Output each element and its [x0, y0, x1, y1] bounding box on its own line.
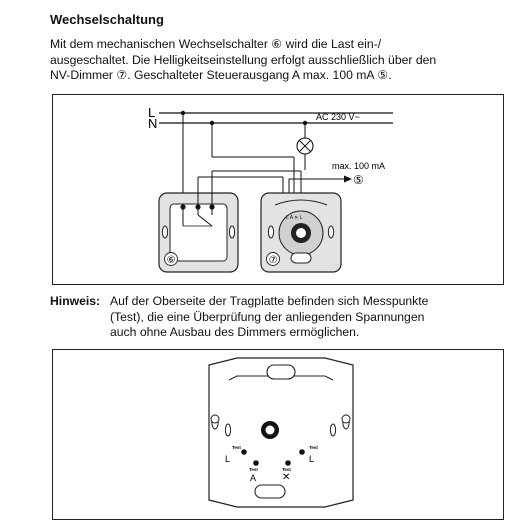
label-l: L: [148, 105, 156, 120]
test-label-a: Test: [249, 467, 258, 472]
label-l-right: L: [309, 454, 315, 464]
intro-line-3: NV-Dimmer ⑦. Geschalteter Steuerausgang A max. 100 mA ⑤.: [50, 68, 392, 82]
intro-paragraph: [50, 37, 505, 84]
label-a: A: [250, 473, 257, 483]
test-point: [241, 449, 247, 455]
nv-dimmer: [261, 193, 341, 272]
test-point: [253, 460, 259, 466]
test-label-right: Test: [309, 445, 318, 450]
svg-text:L A ✕ L: L A ✕ L: [286, 215, 303, 221]
support-plate-figure: [52, 349, 504, 520]
arrow-icon: [344, 176, 352, 183]
intro-line-1: Mit dem mechanischen Wechselschalter ⑥ wird die Last ein-/: [50, 37, 382, 51]
test-label-left: Test: [232, 445, 241, 450]
dimmer-symbol-icon: ✕: [282, 472, 291, 483]
support-plate-svg: [53, 350, 505, 521]
label-l-left: L: [225, 454, 231, 464]
test-point: [285, 460, 291, 466]
hint-line-2: (Test), die eine Überprüfung der anliegenden Spannungen: [110, 309, 425, 324]
max-output-label: max. 100 mA: [332, 161, 386, 171]
test-label-dimmer: Test: [282, 467, 291, 472]
dimmer-marker: ⑦: [268, 255, 278, 266]
test-point: [299, 449, 305, 455]
hint-line-3: auch ohne Ausbau des Dimmers ermöglichen.: [110, 325, 360, 339]
wiring-diagram-svg: [53, 95, 505, 286]
hint-label: Hinweis:: [50, 294, 101, 308]
switch-marker: ⑥: [166, 255, 176, 266]
intro-line-2: ausgeschaltet. Die Helligkeitseinstellung erfolgt ausschließlich über den: [50, 52, 437, 67]
label-n: N: [148, 116, 158, 131]
support-plate: [209, 358, 353, 507]
section-title: Wechselschaltung: [50, 12, 164, 27]
hint-line-1: Auf der Oberseite der Tragplatte befinden sich Messpunkte: [110, 294, 429, 308]
supply-label: AC 230 V~: [316, 112, 360, 122]
output-marker: ⑤: [353, 173, 364, 187]
wiring-diagram: [52, 94, 504, 285]
